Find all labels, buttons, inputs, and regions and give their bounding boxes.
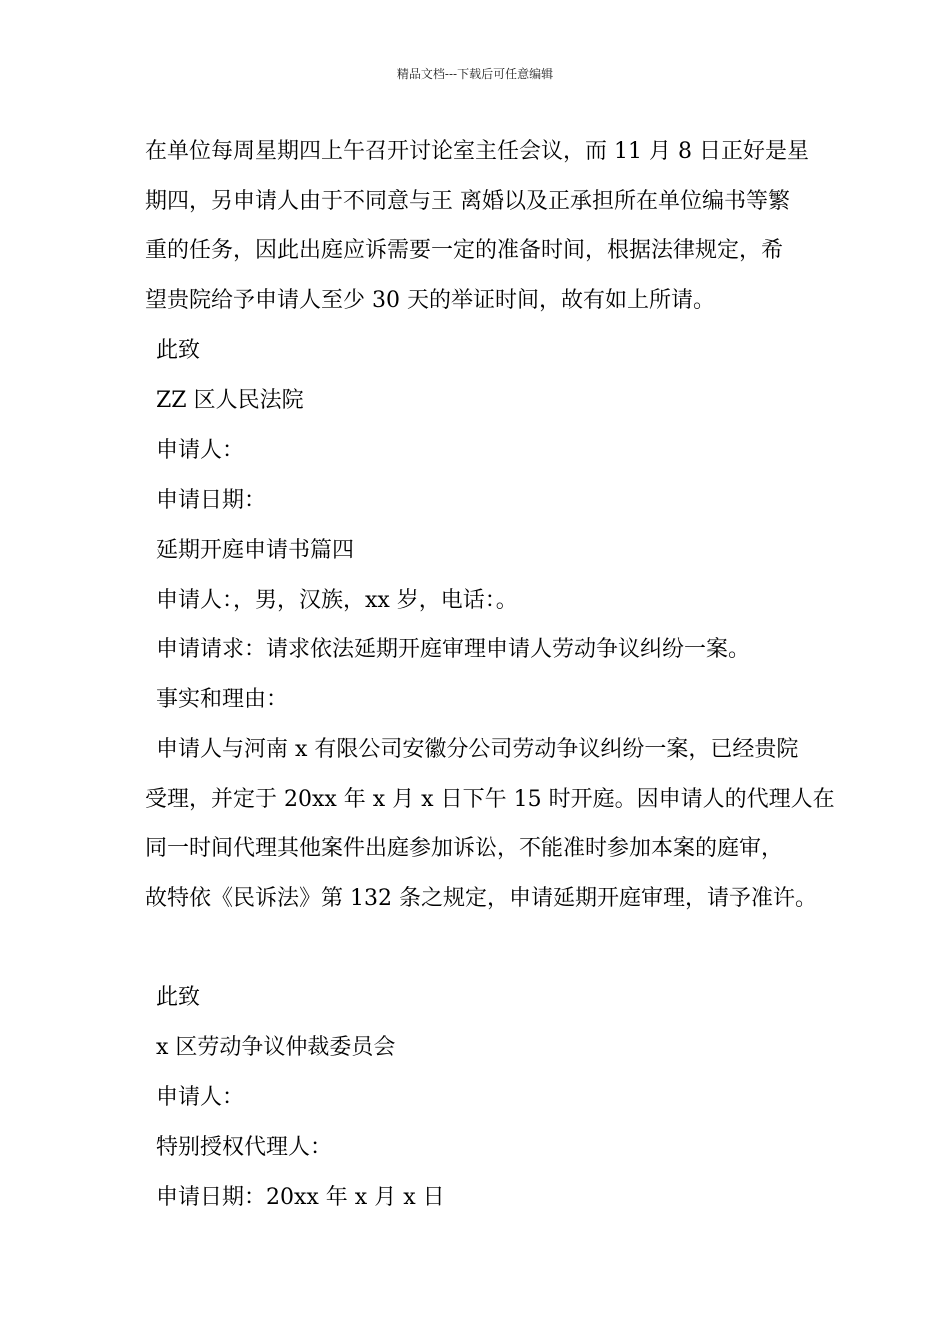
paragraph-line: 期四，另申请人由于不同意与王 离婚以及正承担所在单位编书等繁: [145, 189, 790, 214]
date-label: 申请日期：20xx 年 x 月 x 日: [156, 1185, 445, 1210]
applicant-info: 申请人：，男，汉族，xx 岁，电话：。: [156, 588, 518, 613]
request-line: 申请请求：请求依法延期开庭审理申请人劳动争议纠纷一案。: [156, 637, 751, 662]
date-label: 申请日期：: [156, 488, 267, 513]
paragraph-line: 同一时间代理其他案件出庭参加诉讼，不能准时参加本案的庭审，: [145, 836, 784, 861]
section-title: 延期开庭申请书篇四: [156, 538, 355, 563]
applicant-label: 申请人：: [156, 1085, 245, 1110]
closing-salutation: 此致: [156, 985, 201, 1010]
recipient: ZZ 区人民法院: [156, 388, 304, 413]
agent-label: 特别授权代理人：: [156, 1135, 333, 1160]
paragraph-line: 望贵院给予申请人至少 30 天的举证时间，故有如上所请。: [145, 288, 715, 313]
recipient: x 区劳动争议仲裁委员会: [156, 1035, 396, 1060]
paragraph-line: 申请人与河南 x 有限公司安徽分公司劳动争议纠纷一案，已经贵院: [156, 737, 799, 762]
facts-heading: 事实和理由：: [156, 687, 289, 712]
paragraph-line: 在单位每周星期四上午召开讨论室主任会议，而 11 月 8 日正好是星: [145, 139, 809, 164]
applicant-label: 申请人：: [156, 438, 245, 463]
paragraph-line: 受理，并定于 20xx 年 x 月 x 日下午 15 时开庭。因申请人的代理人在: [145, 787, 835, 812]
closing-salutation: 此致: [156, 338, 201, 363]
page-header: 精品文档---下载后可任意编辑: [396, 67, 554, 81]
paragraph-line: 故特依《民诉法》第 132 条之规定，申请延期开庭审理，请予准许。: [145, 886, 817, 911]
paragraph-line: 重的任务，因此出庭应诉需要一定的准备时间，根据法律规定，希: [145, 238, 784, 263]
